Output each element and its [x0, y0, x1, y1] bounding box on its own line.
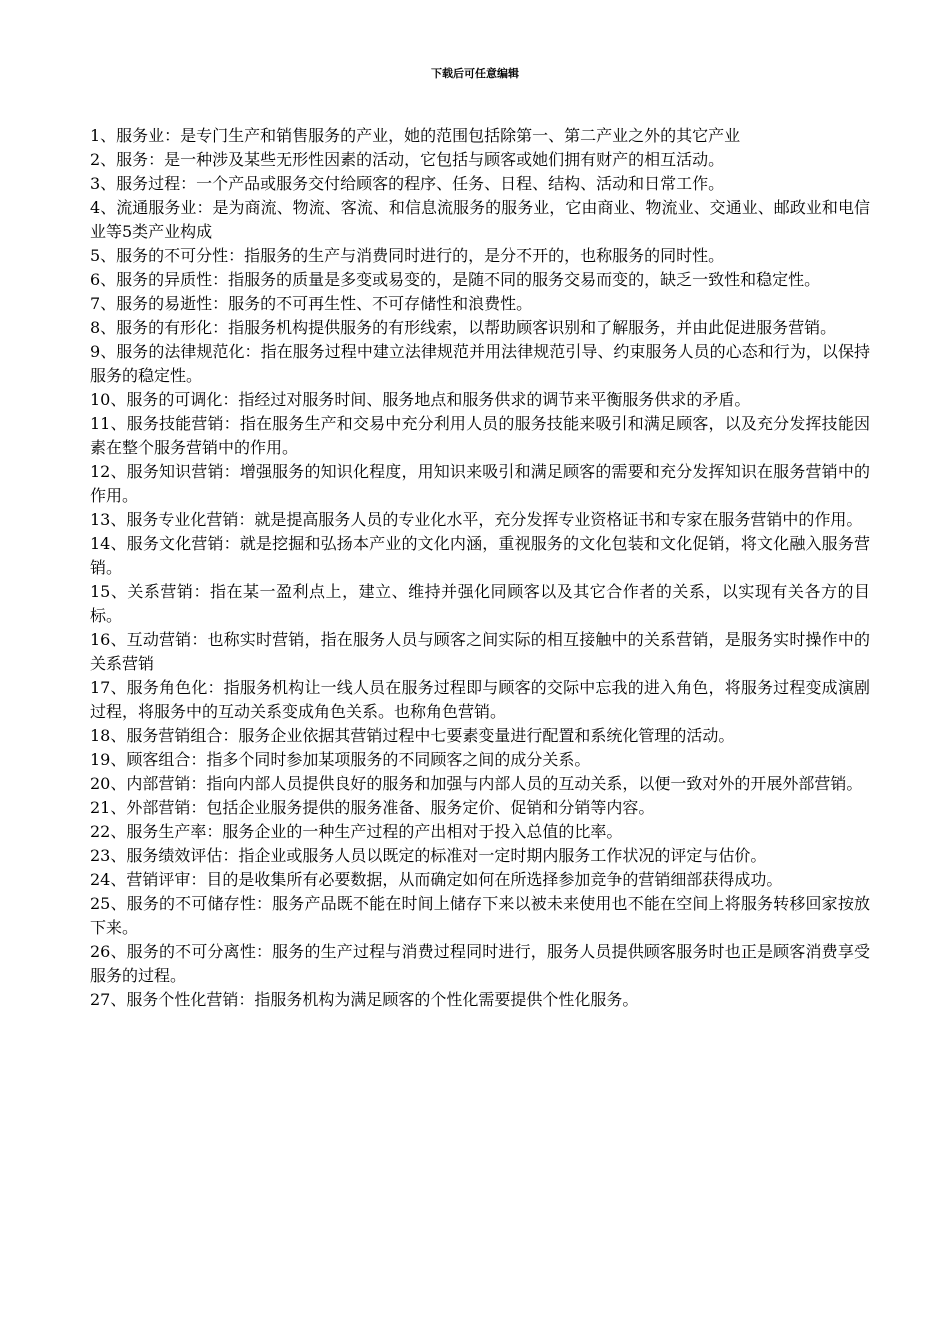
definition-entry-5: 5、服务的不可分性：指服务的生产与消费同时进行的，是分不开的，也称服务的同时性。	[90, 246, 725, 265]
definition-entry-23: 23、服务绩效评估：指企业或服务人员以既定的标准对一定时期内服务工作状况的评定与估价。	[90, 846, 767, 865]
definition-entry-25: 25、服务的不可储存性：服务产品既不能在时间上储存下来以被未来使用也不能在空间上将服务转移回家按放下来。	[90, 894, 870, 937]
definitions-list	[90, 124, 870, 1012]
definition-entry-19: 19、顾客组合：指多个同时参加某项服务的不同顾客之间的成分关系。	[90, 750, 591, 769]
definition-entry-9: 9、服务的法律规范化：指在服务过程中建立法律规范并用法律规范引导、约束服务人员的心态和行为，以保持服务的稳定性。	[90, 342, 870, 385]
definition-entry-3: 3、服务过程：一个产品或服务交付给顾客的程序、任务、日程、结构、活动和日常工作。	[90, 174, 725, 193]
definition-entry-6: 6、服务的异质性：指服务的质量是多变或易变的，是随不同的服务交易而变的，缺乏一致性和稳定性。	[90, 270, 821, 289]
definition-entry-11: 11、服务技能营销：指在服务生产和交易中充分利用人员的服务技能来吸引和满足顾客，以及充分发挥技能因素在整个服务营销中的作用。	[90, 414, 870, 457]
definition-entry-12: 12、服务知识营销：增强服务的知识化程度，用知识来吸引和满足顾客的需要和充分发挥知识在服务营销中的作用。	[90, 462, 870, 505]
definition-entry-14: 14、服务文化营销：就是挖掘和弘扬本产业的文化内涵，重视服务的文化包装和文化促销，将文化融入服务营销。	[90, 534, 870, 577]
definition-entry-27: 27、服务个性化营销：指服务机构为满足顾客的个性化需要提供个性化服务。	[90, 990, 639, 1009]
definition-entry-2: 2、服务：是一种涉及某些无形性因素的活动，它包括与顾客或她们拥有财产的相互活动。	[90, 150, 725, 169]
definition-entry-26: 26、服务的不可分离性：服务的生产过程与消费过程同时进行，服务人员提供顾客服务时也正是顾客消费享受服务的过程。	[90, 942, 870, 985]
definition-entry-16: 16、互动营销：也称实时营销，指在服务人员与顾客之间实际的相互接触中的关系营销，是服务实时操作中的关系营销	[90, 630, 870, 673]
definition-entry-7: 7、服务的易逝性：服务的不可再生性、不可存储性和浪费性。	[90, 294, 533, 313]
definition-entry-20: 20、内部营销：指向内部人员提供良好的服务和加强与内部人员的互动关系，以便一致对外的开展外部营销。	[90, 774, 863, 793]
definition-entry-8: 8、服务的有形化：指服务机构提供服务的有形线索，以帮助顾客识别和了解服务，并由此促进服务营销。	[90, 318, 837, 337]
definition-entry-24: 24、营销评审：目的是收集所有必要数据，从而确定如何在所选择参加竞争的营销细部获得成功。	[90, 870, 783, 889]
page-header-note: 下载后可任意编辑	[431, 67, 519, 80]
definition-entry-4: 4、流通服务业：是为商流、物流、客流、和信息流服务的服务业，它由商业、物流业、交通业、邮政业和电信业等5类产业构成	[90, 198, 870, 241]
definition-entry-13: 13、服务专业化营销：就是提高服务人员的专业化水平，充分发挥专业资格证书和专家在服务营销中的作用。	[90, 510, 863, 529]
definition-entry-21: 21、外部营销：包括企业服务提供的服务准备、服务定价、促销和分销等内容。	[90, 798, 655, 817]
definition-entry-10: 10、服务的可调化：指经过对服务时间、服务地点和服务供求的调节来平衡服务供求的矛盾。	[90, 390, 751, 409]
definition-entry-15: 15、关系营销：指在某一盈利点上，建立、维持并强化同顾客以及其它合作者的关系，以实现有关各方的目标。	[90, 582, 870, 625]
definition-entry-17: 17、服务角色化：指服务机构让一线人员在服务过程即与顾客的交际中忘我的进入角色，将服务过程变成演剧过程，将服务中的互动关系变成角色关系。也称角色营销。	[90, 678, 870, 721]
definition-entry-22: 22、服务生产率：服务企业的一种生产过程的产出相对于投入总值的比率。	[90, 822, 623, 841]
definition-entry-18: 18、服务营销组合：服务企业依据其营销过程中七要素变量进行配置和系统化管理的活动。	[90, 726, 735, 745]
definition-entry-1: 1、服务业：是专门生产和销售服务的产业，她的范围包括除第一、第二产业之外的其它产业	[90, 126, 741, 145]
